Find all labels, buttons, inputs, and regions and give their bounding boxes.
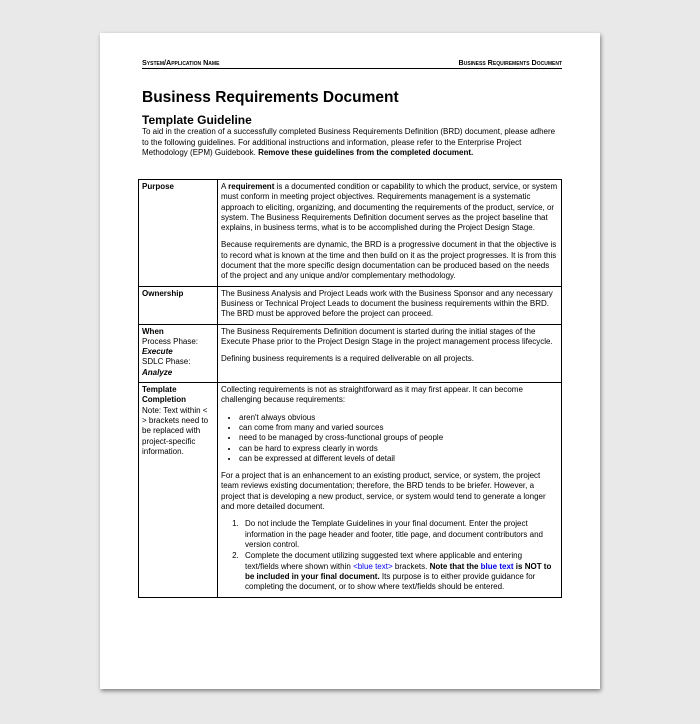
document-page: [100, 33, 600, 689]
purpose-text-bold: requirement: [228, 182, 275, 191]
step-item-2: [241, 551, 558, 592]
purpose-paragraph-1: [221, 182, 558, 233]
when-content-cell: [218, 324, 562, 382]
when-label: When: [142, 326, 164, 336]
document-subtitle: Template Guideline: [142, 113, 252, 127]
purpose-text-a: A: [221, 182, 229, 191]
ownership-content-cell: [218, 286, 562, 324]
table-row-completion: [139, 383, 562, 598]
step2-text-c: Its purpose is to either provide guidance for completing the document, or to show where text/fields should be entered.: [245, 571, 536, 592]
purpose-text-b: is a documented condition or capability to which the product, service, or system must conform in meeting project objectives. Requirements management is a systematic approach to eliciting, organizing, and documenting the requirements of the product, service, or system. The Business Requirements Definition document serves as the project baseline that explains, in business terms, what is to be accomplished during the Project Design Stage.: [221, 182, 558, 233]
step2-blue-text: <blue text>: [353, 561, 393, 571]
table-row-when: [139, 324, 562, 382]
intro-bold-note: Remove these guidelines from the completed document.: [258, 148, 474, 158]
process-phase-value: Execute: [142, 347, 173, 357]
table-row-ownership: [139, 286, 562, 324]
completion-label: Template Completion: [142, 385, 186, 405]
list-item: • can be expressed at different levels of detail: [239, 454, 558, 464]
purpose-content-cell: [218, 180, 562, 287]
completion-paragraph-1: Collecting requirements is not as straightforward as it may first appear. It can become challenging because requirements:: [221, 385, 523, 405]
purpose-label: Purpose: [142, 182, 175, 191]
requirements-bullet-list: [221, 413, 558, 464]
list-item: • can come from many and varied sources: [239, 423, 558, 433]
list-item: • can be hard to express clearly in words: [239, 444, 558, 454]
guideline-table: [138, 179, 562, 598]
completion-steps-list: [221, 519, 558, 592]
step2-text-b: brackets.: [392, 561, 430, 571]
process-phase-label: Process Phase:: [142, 336, 199, 346]
completion-content-cell: [218, 383, 562, 598]
purpose-label-cell: [139, 180, 218, 287]
completion-label-cell: [139, 383, 218, 598]
ownership-paragraph: The Business Analysis and Project Leads work with the Business Sponsor and any necessary Business or Technical Project Leads to document the business requirements within the BRD. The BRD must be approved before the project can proceed.: [221, 288, 553, 319]
sdlc-phase-value: Analyze: [142, 367, 173, 377]
header-system-name: System/Application Name: [142, 58, 220, 67]
when-label-cell: [139, 324, 218, 382]
list-item: • aren't always obvious: [239, 413, 558, 423]
ownership-label-cell: [139, 286, 218, 324]
intro-text: To aid in the creation of a successfully completed Business Requirements Definition (BRD) document, please adhere to the following guidelines. For additional instructions and information, please refer to the Enterprise Project Methodology (EPM) Guidebook.: [142, 127, 556, 158]
ownership-label: Ownership: [142, 288, 184, 298]
step2-bold-1: Note that the: [429, 561, 481, 571]
when-paragraph-2: Defining business requirements is a required deliverable on all projects.: [221, 354, 475, 364]
step2-text-a: Complete the document utilizing suggested text where applicable and entering text/fields where shown within: [245, 551, 523, 571]
sdlc-phase-label: SDLC Phase:: [142, 357, 191, 367]
page-header: [142, 58, 562, 69]
table-row-purpose: [139, 180, 562, 287]
completion-paragraph-2: For a project that is an enhancement to an existing product, service, or system, the project team reviews existing documentation; therefore, the BRD tends to be briefer. However, a project that is developing a new product, service, or system would tend to generate a longer and more detailed document.: [221, 471, 546, 512]
list-item: • need to be managed by cross-functional groups of people: [239, 433, 558, 443]
when-paragraph-1: The Business Requirements Definition document is started during the initial stages of the Execute Phase prior to the Project Design Stage in the project management process lifecycle.: [221, 326, 553, 346]
step2-bold-blue: blue text: [480, 561, 514, 571]
intro-paragraph: [142, 127, 562, 159]
step-item-1: 1. Do not include the Template Guidelines in your final document. Enter the project information in the page header and footer, title page, and document contributors and version control.: [241, 519, 558, 550]
header-document-name: Business Requirements Document: [458, 58, 562, 67]
step2-bold-2: is NOT to be included in your final document.: [245, 561, 552, 581]
document-title: Business Requirements Document: [142, 89, 399, 106]
completion-note: Note: Text within < > brackets need to be replaced with project-specific information.: [142, 405, 209, 456]
purpose-paragraph-2: Because requirements are dynamic, the BRD is a progressive document in that the objective is to record what is known at the time and then build on it as the project progresses. It is from this document that the more specific design documentation can be produced based on the needs of the project and any unique and/or complementary methodology.: [221, 240, 557, 281]
